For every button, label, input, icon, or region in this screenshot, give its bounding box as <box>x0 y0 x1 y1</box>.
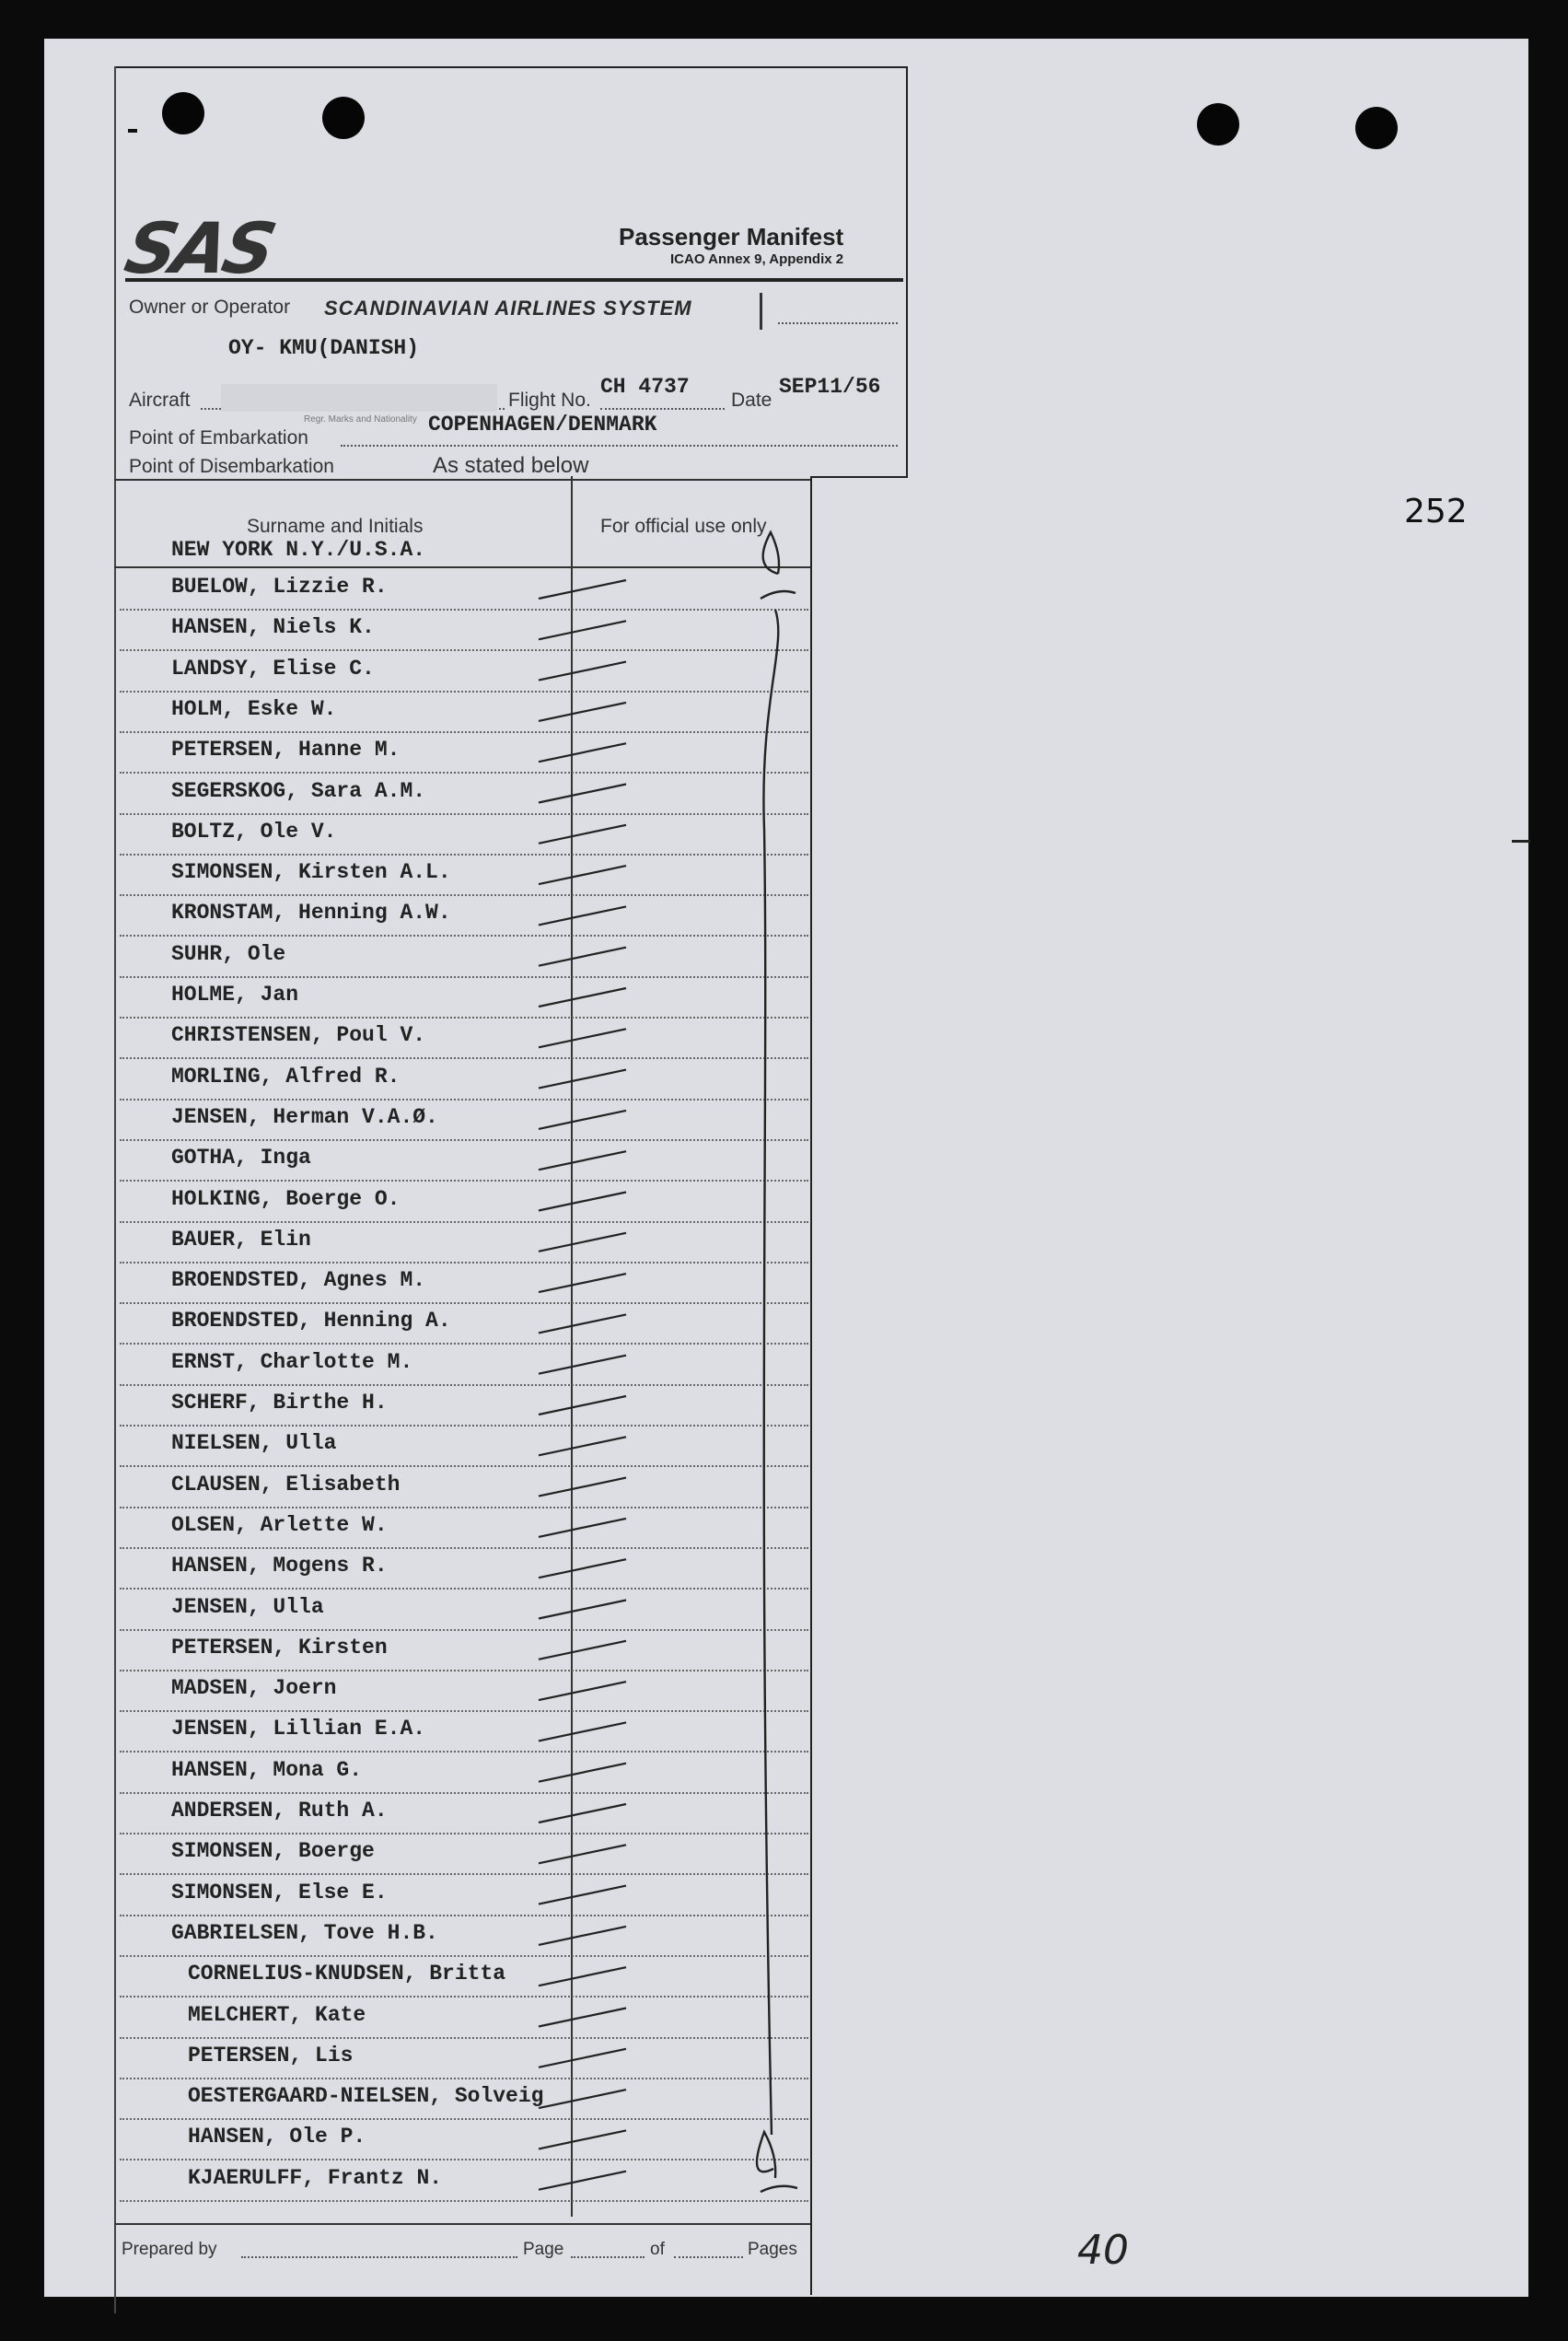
check-tick <box>539 1764 626 1782</box>
passenger-name: JENSEN, Lillian E.A. <box>171 1717 426 1741</box>
passenger-name: HANSEN, Ole P. <box>188 2125 366 2149</box>
name-column-header: Surname and Initials <box>247 516 424 537</box>
check-tick <box>539 1559 626 1578</box>
dotted-line <box>674 2256 743 2258</box>
passenger-name: MORLING, Alfred R. <box>171 1064 401 1089</box>
check-tick <box>539 2049 626 2067</box>
passenger-name: SIMONSEN, Boerge <box>171 1839 375 1864</box>
passenger-name: HOLKING, Boerge O. <box>171 1186 401 1211</box>
passenger-name: JENSEN, Herman V.A.Ø. <box>171 1104 438 1129</box>
check-tick <box>539 1601 626 1619</box>
official-column-header: For official use only <box>600 516 767 537</box>
check-tick <box>539 1029 626 1047</box>
date-label: Date <box>731 390 772 411</box>
check-tick <box>539 825 626 844</box>
passenger-name: OLSEN, Arlette W. <box>171 1512 388 1537</box>
check-tick <box>539 1682 626 1700</box>
check-tick <box>539 1314 626 1333</box>
passenger-name: PETERSEN, Lis <box>188 2043 354 2067</box>
check-tick <box>539 2009 626 2027</box>
passenger-name: CHRISTENSEN, Poul V. <box>171 1023 426 1048</box>
passenger-name: GOTHA, Inga <box>171 1146 311 1170</box>
check-tick <box>539 743 626 762</box>
passenger-name: GABRIELSEN, Tove H.B. <box>171 1920 438 1945</box>
aircraft-label: Aircraft <box>129 390 191 411</box>
check-tick <box>539 1967 626 1986</box>
passenger-name: MADSEN, Joern <box>171 1676 337 1701</box>
passenger-name: MELCHERT, Kate <box>188 2002 366 2027</box>
passenger-name: KJAERULFF, Frantz N. <box>188 2165 443 2190</box>
check-tick <box>539 866 626 884</box>
page-label: Page <box>523 2240 564 2259</box>
passenger-name: HOLME, Jan <box>171 983 299 1007</box>
passenger-name: PETERSEN, Hanne M. <box>171 738 401 763</box>
passenger-name: ANDERSEN, Ruth A. <box>171 1799 388 1823</box>
check-tick <box>539 1151 626 1170</box>
embarkation-label: Point of Embarkation <box>129 427 308 448</box>
check-tick <box>539 580 626 599</box>
owner-label: Owner or Operator <box>129 297 291 318</box>
destination: NEW YORK N.Y./U.S.A. <box>171 538 426 562</box>
check-tick <box>539 1111 626 1129</box>
passenger-name: SCHERF, Birthe H. <box>171 1391 388 1415</box>
passenger-name: SIMONSEN, Else E. <box>171 1880 388 1904</box>
flight-label: Flight No. <box>508 390 591 411</box>
passenger-name: BROENDSTED, Henning A. <box>171 1309 451 1334</box>
of-label: of <box>650 2240 665 2259</box>
check-tick <box>539 2090 626 2108</box>
passenger-name: BAUER, Elin <box>171 1227 311 1252</box>
dotted-line <box>571 2256 645 2258</box>
passenger-name: LANDSY, Elise C. <box>171 656 375 681</box>
check-tick <box>539 1641 626 1660</box>
check-tick <box>539 662 626 681</box>
check-tick <box>539 1274 626 1292</box>
check-tick <box>539 2172 626 2190</box>
passenger-name: HANSEN, Niels K. <box>171 615 375 640</box>
disembarkation-label: Point of Disembarkation <box>129 456 334 477</box>
check-tick <box>539 1804 626 1823</box>
reg-caption: Regr. Marks and Nationality <box>304 414 417 425</box>
passenger-name: HANSEN, Mona G. <box>171 1757 363 1782</box>
registration-value: OY- KMU(DANISH) <box>228 336 420 360</box>
dotted-line <box>241 2256 517 2258</box>
check-tick <box>539 1070 626 1089</box>
check-tick <box>539 1478 626 1497</box>
check-tick <box>539 1437 626 1455</box>
passenger-name: SUHR, Ole <box>171 941 286 966</box>
check-tick <box>539 1356 626 1374</box>
check-tick <box>539 621 626 639</box>
footer-rule <box>114 2223 810 2225</box>
passenger-name: HANSEN, Mogens R. <box>171 1554 388 1578</box>
passenger-name: SEGERSKOG, Sara A.M. <box>171 778 426 803</box>
passenger-name: OESTERGAARD-NIELSEN, Solveig <box>188 2084 544 2109</box>
check-tick <box>539 988 626 1007</box>
passenger-name: KRONSTAM, Henning A.W. <box>171 901 451 926</box>
check-tick <box>539 1845 626 1863</box>
sas-logo: SAS <box>118 207 280 289</box>
continuation-line <box>763 610 778 2135</box>
embarkation-value: COPENHAGEN/DENMARK <box>428 413 657 437</box>
check-tick <box>539 1396 626 1415</box>
check-tick <box>539 1927 626 1945</box>
passenger-name: BROENDSTED, Agnes M. <box>171 1268 426 1293</box>
passenger-name: NIELSEN, Ulla <box>171 1431 337 1456</box>
flight-number: CH 4737 <box>600 375 690 399</box>
check-tick <box>539 1722 626 1741</box>
date-value: SEP11/56 <box>779 375 881 399</box>
passenger-name: CORNELIUS-KNUDSEN, Britta <box>188 1962 506 1986</box>
check-tick <box>539 1193 626 1211</box>
owner-value: SCANDINAVIAN AIRLINES SYSTEM <box>324 297 692 320</box>
disembarkation-value: As stated below <box>433 453 589 478</box>
check-tick <box>539 2130 626 2149</box>
passenger-name: ERNST, Charlotte M. <box>171 1349 413 1374</box>
pages-label: Pages <box>748 2240 797 2259</box>
prepared-by-label: Prepared by <box>122 2240 217 2259</box>
form-subtitle: ICAO Annex 9, Appendix 2 <box>670 251 844 267</box>
check-tick <box>539 906 626 925</box>
check-tick <box>539 703 626 721</box>
form-title: Passenger Manifest <box>619 223 844 250</box>
check-tick <box>539 1519 626 1537</box>
check-tick <box>539 1233 626 1252</box>
handwritten-count: 40 <box>1077 2227 1129 2274</box>
check-tick <box>539 1886 626 1904</box>
passenger-name: JENSEN, Ulla <box>171 1594 324 1619</box>
passenger-name: CLAUSEN, Elisabeth <box>171 1472 401 1497</box>
passenger-name: BUELOW, Lizzie R. <box>171 575 388 599</box>
check-tick <box>539 948 626 966</box>
passenger-name: BOLTZ, Ole V. <box>171 819 337 844</box>
page-number: 252 <box>1404 493 1468 530</box>
check-tick <box>539 785 626 803</box>
passenger-name: HOLM, Eske W. <box>171 696 337 721</box>
passenger-name: PETERSEN, Kirsten <box>171 1635 388 1660</box>
passenger-name: SIMONSEN, Kirsten A.L. <box>171 860 451 885</box>
